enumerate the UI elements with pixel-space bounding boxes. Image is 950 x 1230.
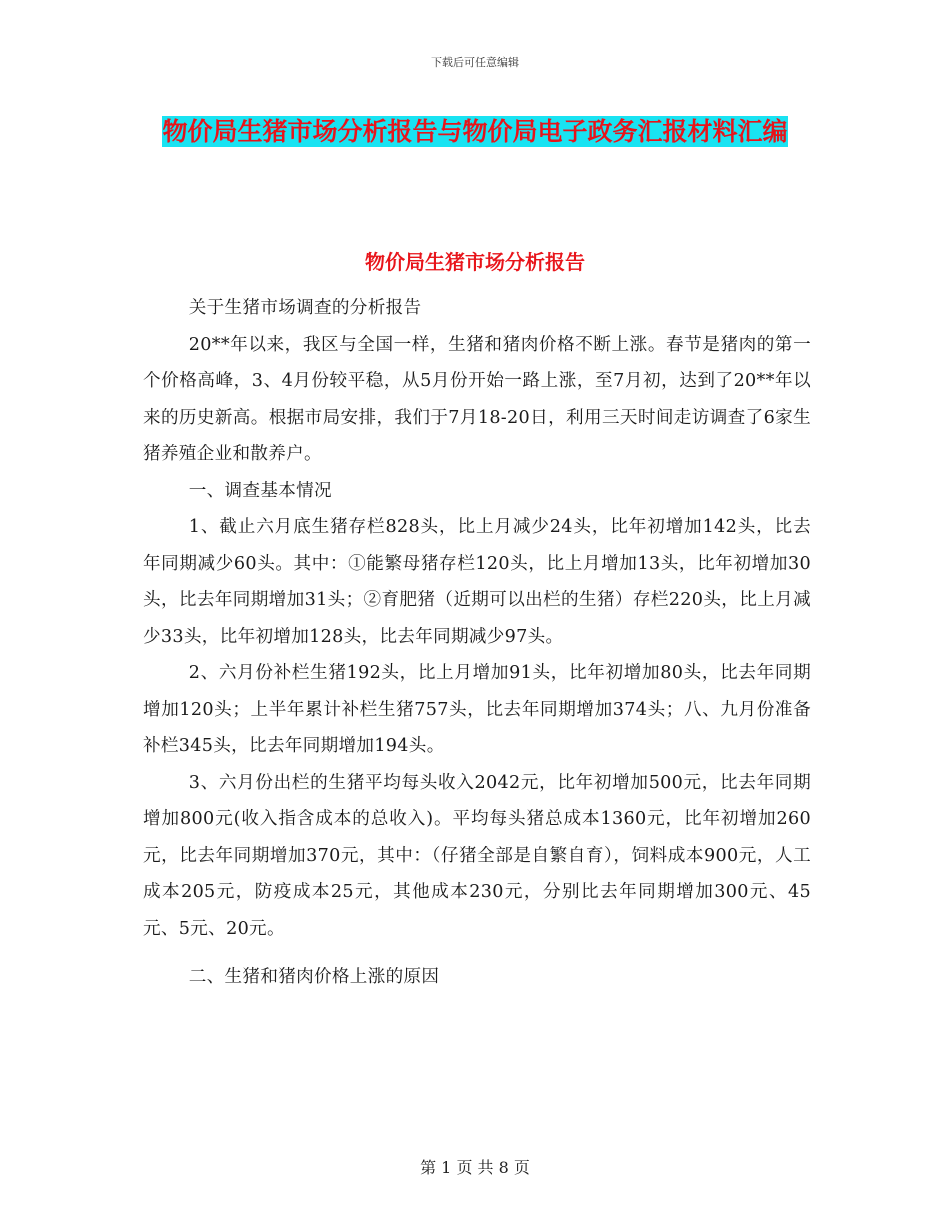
report-heading-paragraph: 关于生猪市场调查的分析报告 <box>188 298 422 318</box>
section-one-heading: 一、调查基本情况 <box>188 480 332 501</box>
document-title-text: 物价局生猪市场分析报告与物价局电子政务汇报材料汇编 <box>162 117 788 146</box>
header-note: 下载后可任意编辑 <box>431 56 519 69</box>
section-two-heading: 二、生猪和猪肉价格上涨的原因 <box>188 967 440 987</box>
stock-paragraph: 1、截止六月底生猪存栏828头，比上月减少24头，比年初增加142头，比去年同期减少60头。其中：①能繁母猪存栏120头，比上月增加13头，比年初增加30头，比去年同期增加31头；②育肥猪（近期可以出栏的生猪）存栏220头，比上月减少33头，比年初增加128头，比去年同期减少97头。 <box>143 517 811 647</box>
document-body <box>143 290 811 996</box>
income-cost-paragraph: 3、六月份出栏的生猪平均每头收入2042元，比年初增加500元，比去年同期增加800元(收入指含成本的总收入)。平均每头猪总成本1360元，比年初增加260元，比去年同期增加370元，其中：（仔猪全部是自繁自育），饲料成本900元，人工成本205元，防疫成本25元，其他成本230元，分别比去年同期增加300元、45元、5元、20元。 <box>143 772 811 939</box>
document-title <box>140 110 810 154</box>
restock-paragraph: 2、六月份补栏生猪192头，比上月增加91头，比年初增加80头，比去年同期增加120头；上半年累计补栏生猪757头，比去年同期增加374头；八、九月份准备补栏345头，比去年同期增加194头。 <box>143 663 811 756</box>
intro-paragraph: 20**年以来，我区与全国一样，生猪和猪肉价格不断上涨。春节是猪肉的第一个价格高峰，3、4月份较平稳，从5月份开始一路上涨，至7月初，达到了20**年以来的历史新高。根据市局安排，我们于7月18-20日，利用三天时间走访调查了6家生猪养殖企业和散养户。 <box>143 334 811 464</box>
page-number: 第 1 页 共 8 页 <box>420 1158 530 1177</box>
section-title: 物价局生猪市场分析报告 <box>365 250 585 274</box>
